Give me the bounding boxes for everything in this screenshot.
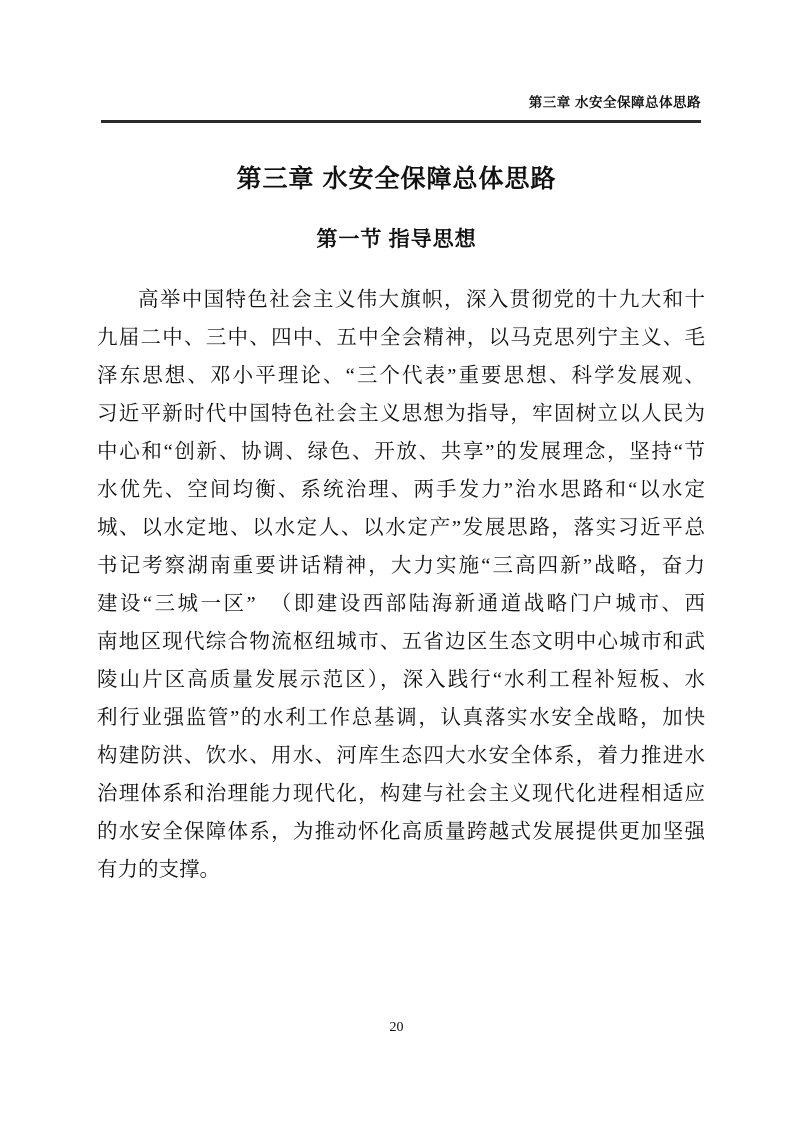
paragraph-line: 九届二中、三中、四中、五中全会精神，以马克思列宁主义、毛: [97, 327, 705, 349]
paragraph-line: 建设“三城一区” （即建设西部陆海新通道战略门户城市、西: [97, 593, 705, 615]
paragraph-line: 有力的支撑。: [97, 859, 220, 881]
paragraph-line: 构建防洪、饮水、用水、河库生态四大水安全体系，着力推进水: [97, 745, 705, 767]
paragraph-line: 陵山片区高质量发展示范区），深入践行“水利工程补短板、水: [97, 669, 705, 691]
paragraph-line: 习近平新时代中国特色社会主义思想为指导，牢固树立以人民为: [97, 403, 705, 425]
paragraph-line: 利行业强监管”的水利工作总基调，认真落实水安全战略，加快: [97, 707, 705, 729]
body-paragraph: [97, 281, 705, 889]
running-header: 第三章 水安全保障总体思路: [528, 95, 701, 110]
paragraph-line: 水优先、空间均衡、系统治理、两手发力”治水思路和“以水定: [97, 479, 705, 501]
paragraph-line: 高举中国特色社会主义伟大旗帜，深入贯彻党的十九大和十: [138, 289, 705, 311]
paragraph-line: 中心和“创新、协调、绿色、开放、共享”的发展理念，坚持“节: [97, 441, 705, 463]
paragraph-line: 书记考察湖南重要讲话精神，大力实施“三高四新”战略，奋力: [97, 555, 705, 577]
paragraph-line: 南地区现代综合物流枢纽城市、五省边区生态文明中心城市和武: [97, 631, 705, 653]
paragraph-line: 泽东思想、邓小平理论、“三个代表”重要思想、科学发展观、: [97, 365, 705, 387]
paragraph-line: 城、以水定地、以水定人、以水定产”发展思路，落实习近平总: [97, 517, 705, 539]
paragraph-line: 的水安全保障体系，为推动怀化高质量跨越式发展提供更加坚强: [97, 821, 705, 843]
page-number: 20: [389, 1020, 404, 1035]
chapter-title: 第三章 水安全保障总体思路: [236, 165, 557, 193]
section-title: 第一节 指导思想: [316, 227, 477, 251]
paragraph-line: 治理体系和治理能力现代化，构建与社会主义现代化进程相适应: [97, 783, 705, 805]
header-rule: [101, 120, 701, 123]
